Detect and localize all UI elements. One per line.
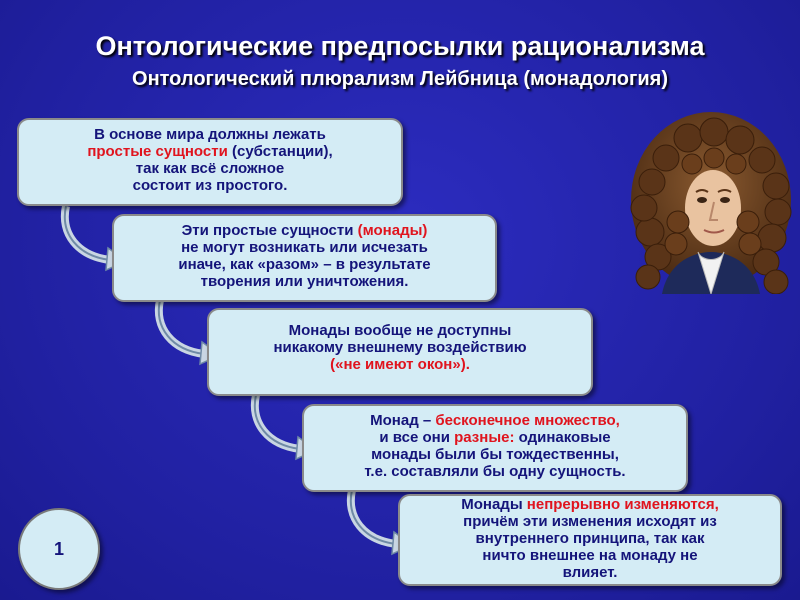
highlight-text: простые сущности <box>87 143 228 160</box>
card-line <box>27 177 393 194</box>
card-text: так как всё сложное <box>135 160 285 177</box>
highlight-text: разные: <box>454 429 515 446</box>
card-text: т.е. составляли бы одну сущность. <box>364 463 626 480</box>
card-line <box>122 239 487 256</box>
card-no-windows <box>207 308 593 396</box>
card-line <box>312 463 678 480</box>
card-line <box>408 530 772 547</box>
card-line <box>27 143 393 160</box>
slide-number-badge[interactable]: 1 <box>18 508 100 590</box>
card-monads-origin <box>112 214 497 302</box>
card-continuous-change <box>398 494 782 586</box>
card-text: Эти простые сущности <box>181 222 358 239</box>
highlight-text: бесконечное множество, <box>435 412 620 429</box>
card-line <box>27 160 393 177</box>
card-line <box>122 273 487 290</box>
card-text: влияет. <box>562 564 618 581</box>
slide-subtitle: Онтологический плюрализм Лейбница (монадология) <box>132 68 668 90</box>
card-line <box>408 496 772 513</box>
leibniz-portrait-icon <box>628 112 794 294</box>
highlight-text: («не имеют окон»). <box>330 356 470 373</box>
card-text: не могут возникать или исчезать <box>181 239 428 256</box>
card-text: и все они <box>379 429 455 446</box>
card-text: (субстанции), <box>227 143 333 160</box>
card-text: внутреннего принципа, так как <box>475 530 705 547</box>
card-line <box>217 339 583 356</box>
card-text: ничто внешнее на монаду не <box>482 547 698 564</box>
card-text: никакому внешнему воздействию <box>273 339 527 356</box>
card-text: иначе, как «разом» – в результате <box>178 256 431 273</box>
card-line <box>408 564 772 581</box>
card-line <box>408 513 772 530</box>
card-line <box>122 222 487 239</box>
highlight-text: (монады) <box>357 222 428 239</box>
card-line <box>217 356 583 373</box>
card-text: Монады <box>461 496 527 513</box>
card-line <box>312 446 678 463</box>
card-text: состоит из простого. <box>132 177 288 194</box>
card-text: причём эти изменения исходят из <box>463 513 717 530</box>
card-infinite-set <box>302 404 688 492</box>
card-line <box>27 126 393 143</box>
highlight-text: непрерывно изменяются, <box>526 496 719 513</box>
card-line <box>312 412 678 429</box>
card-line <box>217 322 583 339</box>
card-simple-substances <box>17 118 403 206</box>
card-line <box>122 256 487 273</box>
card-text: творения или уничтожения. <box>200 273 409 290</box>
slide-title: Онтологические предпосылки рационализма <box>95 31 705 61</box>
card-text: одинаковые <box>514 429 611 446</box>
card-line <box>408 547 772 564</box>
card-text: монады были бы тождественны, <box>371 446 619 463</box>
card-line <box>312 429 678 446</box>
card-text: Монад – <box>370 412 436 429</box>
card-text: Монады вообще не доступны <box>288 322 512 339</box>
card-text: В основе мира должны лежать <box>94 126 326 143</box>
